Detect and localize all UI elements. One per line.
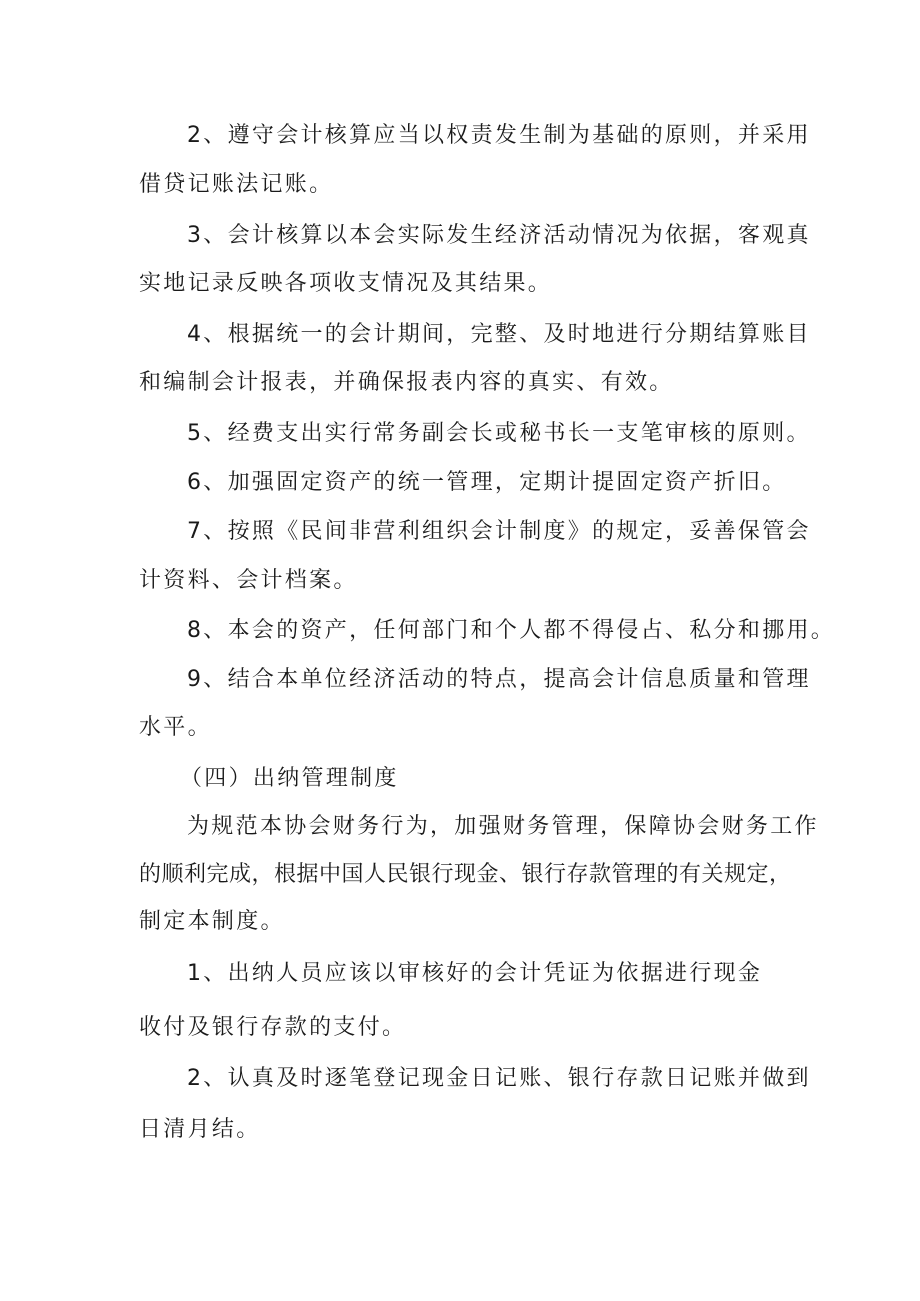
- paragraph-line: 3、会计核算以本会实际发生经济活动情况为依据，客观真: [187, 223, 811, 248]
- paragraph-line: 6、加强固定资产的统一管理，定期计提固定资产折旧。: [187, 470, 787, 495]
- paragraph-line: 2、遵守会计核算应当以权责发生制为基础的原则，并采用: [187, 123, 811, 148]
- paragraph-line: 制定本制度。: [139, 909, 285, 934]
- paragraph-line: 4、根据统一的会计期间，完整、及时地进行分期结算账目: [187, 322, 811, 347]
- paragraph-line: 和编制会计报表，并确保报表内容的真实、有效。: [139, 370, 674, 395]
- paragraph-line: 1、出纳人员应该以审核好的会计凭证为依据进行现金: [187, 961, 763, 986]
- paragraph-line: 水平。: [139, 715, 212, 740]
- paragraph-line: 为规范本协会财务行为，加强财务管理，保障协会财务工作: [187, 814, 819, 839]
- paragraph-line: 5、经费支出实行常务副会长或秘书长一支笔审核的原则。: [187, 421, 811, 446]
- paragraph-line: 计资料、会计档案。: [139, 568, 358, 593]
- paragraph-line: 收付及银行存款的支付。: [139, 1015, 407, 1040]
- paragraph-line: 日清月结。: [139, 1117, 261, 1142]
- section-heading: （四）出纳管理制度: [180, 766, 399, 791]
- paragraph-line: 2、认真及时逐笔登记现金日记账、银行存款日记账并做到: [187, 1066, 811, 1091]
- paragraph-line: 9、结合本单位经济活动的特点，提高会计信息质量和管理: [187, 667, 811, 692]
- paragraph-line: 的顺利完成，根据中国人民银行现金、银行存款管理的有关规定，: [139, 862, 792, 887]
- paragraph-line: 实地记录反映各项收支情况及其结果。: [139, 271, 553, 296]
- paragraph-line: 借贷记账法记账。: [139, 172, 334, 197]
- paragraph-line: 7、按照《民间非营利组织会计制度》的规定，妥善保管会: [187, 519, 811, 544]
- paragraph-line: 8、本会的资产，任何部门和个人都不得侵占、私分和挪用。: [187, 618, 836, 643]
